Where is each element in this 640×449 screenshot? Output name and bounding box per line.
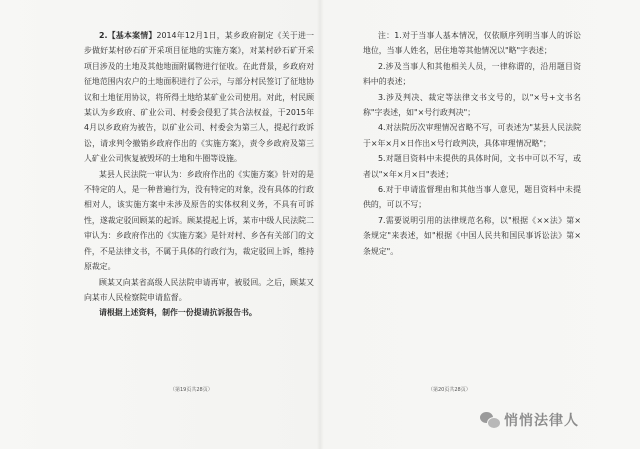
note-item-1: 注：1.对于当事人基本情况，仅依顺序列明当事人的诉讼地位，当事人姓名，居住地等其他情况以"略"字表述； — [363, 31, 581, 56]
case-paragraph-1 — [84, 28, 314, 167]
note-item-4: 4.对法院历次审理情况省略不写，可表述为"某县人民法院于×年×月×日作出×号行政判决，具体审理情况略"； — [363, 123, 581, 148]
left-page-number: （第19页共28页） — [170, 387, 213, 393]
note-item-5: 5.对题目资料中未提供的具体时间，文书中可以不写，或者以"×年×月×日"表述； — [363, 154, 581, 179]
left-page-body — [84, 28, 314, 321]
right-page-body — [363, 28, 581, 259]
watermark — [480, 410, 579, 430]
note-item-2: 2.涉及当事人和其他相关人员，一律称谓的，沿用题目资料中的表述； — [363, 61, 581, 87]
case-paragraph-2: 某县人民法院一审认为：乡政府作出的《实施方案》针对的是不特定的人，是一种普遍行为，没有特定的对象，没有具体的行政相对人，该实施方案中未涉及原告的实体权利义务，不具有可诉性，遂裁定驳回顾某的起诉。顾某提起上诉，某市中级人民法院二审认为：乡政府作出的《实施方案》是针对村、乡各有关部门的文件，不是法律文书，不属于具体的行政行为，裁定驳回上诉，维持原裁定。 — [84, 169, 314, 272]
wechat-icon — [480, 411, 500, 429]
note-item-7: 7.需要说明引用的法律规范名称，以"根据《××法》第×条规定"来表述，如"根据《中国人民共和国民事诉讼法》第×条规定"。 — [363, 215, 581, 256]
task-instruction: 请根据上述资料，制作一份提请抗诉报告书。 — [99, 308, 257, 318]
case-text-1: 2014年12月1日，某乡政府制定《关于进一步做好某村砂石矿开采项目征地的实施方案》，对某村砂石矿开采项目涉及的土地及其他地面附属物进行征收。在此背景，乡政府对征地范围内农户的土地面积进行了公示，与部分村民签订了征地协议和土地征用协议，将所得土地给某矿业公司使用。对此，村民顾某认为乡政府、矿业公司、村委会侵犯了其合法权益，于2015年4月以乡政府为被告，以矿业公司、村委会为第三人，提起行政诉讼，请求判令撤销乡政府作出的《实施方案》，责令乡政府及第三人矿业公司恢复被毁坏的土地和牛圈等设施。 — [84, 31, 314, 164]
watermark-text: 悄悄法律人 — [504, 413, 579, 429]
section-heading: 2.【基本案情】 — [99, 31, 157, 40]
note-item-3: 3.涉及判决、裁定等法律文书文号的，以"×号+文书名称"字表述，如"×号行政判决"； — [363, 92, 581, 118]
note-item-6: 6.对于申请监督理由和其他当事人意见，题目资料中未提供的，可以不写； — [363, 185, 581, 210]
right-page-number: （第20页共28页） — [428, 387, 471, 393]
case-paragraph-3: 顾某又向某省高级人民法院申请再审，被驳回。之后，顾某又向某市人民检察院申请监督。 — [84, 277, 314, 302]
